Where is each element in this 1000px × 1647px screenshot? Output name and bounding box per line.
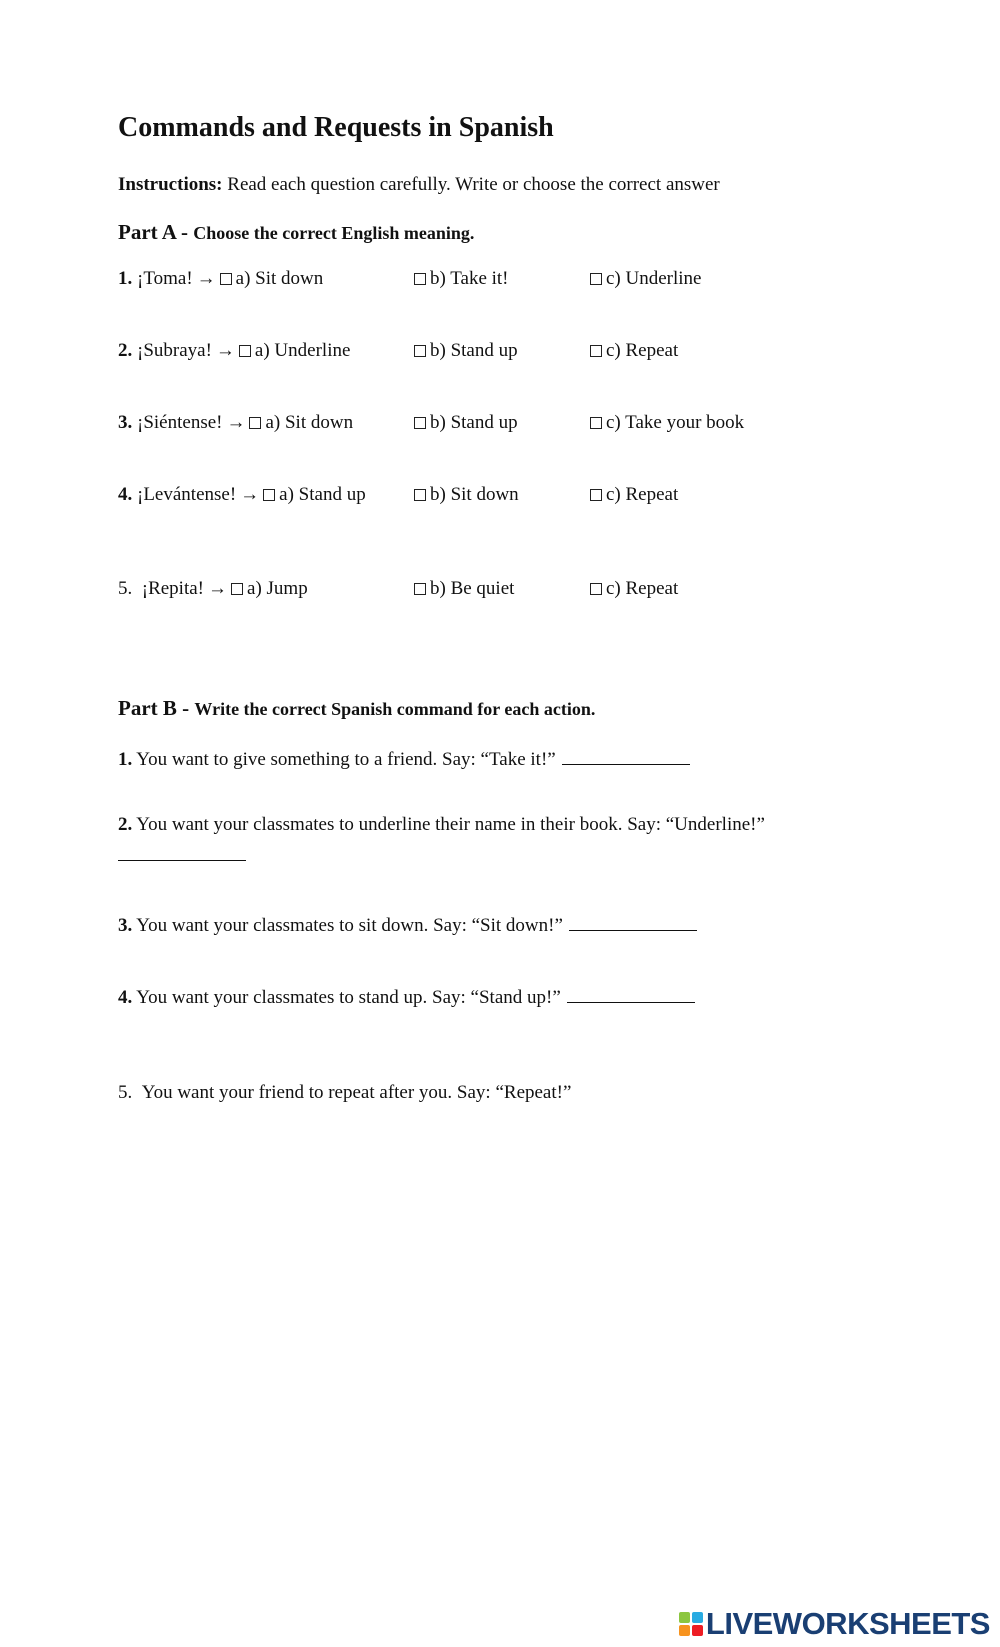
question-number: 2.: [118, 340, 133, 361]
question-number: 4.: [118, 987, 133, 1008]
part-b-question-4: [118, 984, 695, 1009]
question-text: You want your classmates to underline their name in their book. Say: “Underline!”: [136, 814, 765, 835]
arrow-icon: →: [208, 578, 228, 599]
question-number: 1.: [118, 268, 133, 289]
question-prompt: ¡Repita!: [141, 578, 205, 599]
part-b-question-2-blank-line: [118, 842, 246, 867]
arrow-icon: →: [196, 268, 216, 289]
instructions-text: Read each question carefully. Write or choose the correct answer: [222, 174, 720, 195]
option-b-label: b) Be quiet: [430, 578, 515, 599]
question-text: You want your classmates to stand up. Say: “Stand up!”: [136, 987, 561, 1008]
question-number: 4.: [118, 484, 133, 505]
instructions: [118, 174, 720, 196]
checkbox-option-b[interactable]: [414, 583, 426, 595]
checkbox-option-c[interactable]: [590, 489, 602, 501]
checkbox-option-b[interactable]: [414, 489, 426, 501]
part-b-question-3: [118, 912, 697, 937]
logo-brand-text: LIVEWORKSHEETS: [705, 1606, 990, 1641]
part-a-question-2: [118, 340, 878, 366]
checkbox-option-a[interactable]: [231, 583, 243, 595]
arrow-icon: →: [215, 340, 235, 361]
option-b-label: b) Stand up: [430, 340, 518, 361]
question-text: You want your classmates to sit down. Say: “Sit down!”: [136, 915, 563, 936]
option-c-label: c) Repeat: [606, 578, 679, 599]
part-a-subheading: Choose the correct English meaning.: [193, 223, 475, 243]
checkbox-option-c[interactable]: [590, 345, 602, 357]
option-a-label: a) Underline: [254, 340, 351, 361]
option-a-label: a) Sit down: [265, 412, 354, 433]
part-b-subheading: Write the correct Spanish command for each action.: [194, 699, 596, 719]
part-b-question-5: [118, 1082, 571, 1104]
question-prompt: ¡Subraya!: [137, 340, 212, 361]
checkbox-option-c[interactable]: [590, 273, 602, 285]
answer-blank[interactable]: [567, 984, 695, 1003]
checkbox-option-a[interactable]: [239, 345, 251, 357]
part-a-heading: Part A - Choose the correct English meaning.: [118, 220, 475, 244]
checkbox-option-b[interactable]: [414, 273, 426, 285]
answer-blank[interactable]: [562, 746, 690, 765]
part-b-question-2: [118, 814, 765, 836]
part-a-question-3: [118, 412, 878, 438]
answer-blank[interactable]: [118, 842, 246, 861]
option-a-label: a) Stand up: [279, 484, 366, 505]
arrow-icon: →: [226, 412, 246, 433]
question-prompt: ¡Siéntense!: [137, 412, 223, 433]
option-a-label: a) Sit down: [235, 268, 324, 289]
option-c-label: c) Repeat: [606, 340, 679, 361]
question-number: 5.: [118, 578, 133, 599]
option-c-label: c) Repeat: [606, 484, 679, 505]
question-number: 2.: [118, 814, 133, 835]
liveworksheets-logo-icon: [679, 1612, 703, 1636]
question-prompt: ¡Levántense!: [137, 484, 237, 505]
checkbox-option-b[interactable]: [414, 417, 426, 429]
checkbox-option-c[interactable]: [590, 583, 602, 595]
instructions-label: Instructions:: [118, 174, 223, 195]
question-number: 3.: [118, 915, 133, 936]
question-number: 5.: [118, 1082, 133, 1103]
part-a-question-1: [118, 268, 878, 294]
part-a-question-4: [118, 484, 878, 510]
checkbox-option-a[interactable]: [249, 417, 261, 429]
option-b-label: b) Sit down: [430, 484, 519, 505]
checkbox-option-c[interactable]: [590, 417, 602, 429]
option-c-label: c) Underline: [606, 268, 702, 289]
page-title: Commands and Requests in Spanish: [118, 112, 554, 143]
question-number: 1.: [118, 749, 133, 770]
option-b-label: b) Take it!: [430, 268, 509, 289]
answer-blank[interactable]: [569, 912, 697, 931]
arrow-icon: →: [240, 484, 260, 505]
question-text: You want to give something to a friend. Say: “Take it!”: [136, 749, 556, 770]
checkbox-option-a[interactable]: [263, 489, 275, 501]
liveworksheets-logo: [679, 1607, 990, 1641]
question-number: 3.: [118, 412, 133, 433]
part-b-question-1: [118, 746, 690, 771]
question-prompt: ¡Toma!: [137, 268, 193, 289]
option-c-label: c) Take your book: [606, 412, 745, 433]
option-a-label: a) Jump: [247, 578, 308, 599]
question-text: You want your friend to repeat after you. Say: “Repeat!”: [141, 1082, 572, 1103]
checkbox-option-a[interactable]: [220, 273, 232, 285]
part-a-question-5: [118, 578, 878, 604]
checkbox-option-b[interactable]: [414, 345, 426, 357]
part-b-heading: Part B - Write the correct Spanish command for each action.: [118, 696, 596, 720]
option-b-label: b) Stand up: [430, 412, 518, 433]
